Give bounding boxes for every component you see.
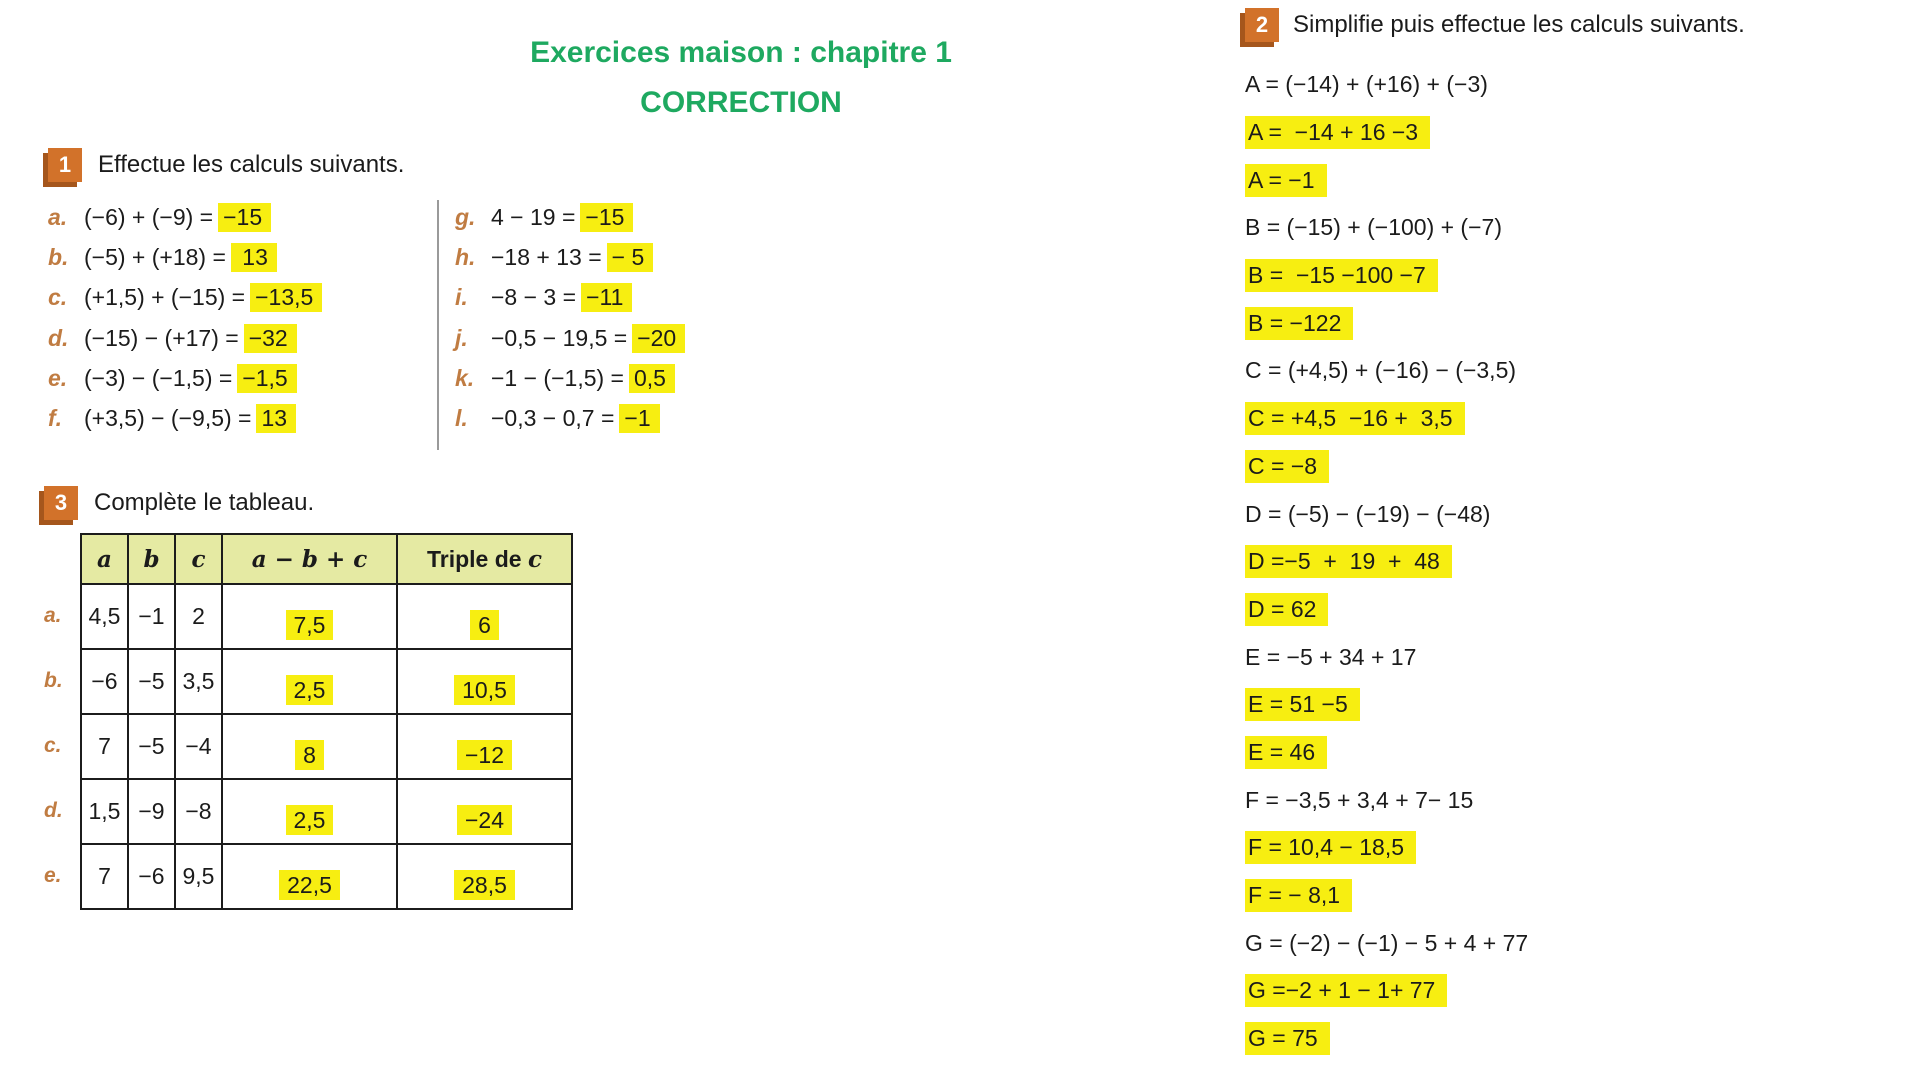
exercise2-prompt: Simplifie puis effectue les calculs suivants.: [1293, 11, 1745, 38]
table-value-cell: −8: [175, 779, 222, 844]
calculation-line: [1245, 967, 1528, 1015]
item-expression: (−3) − (−1,5) =: [84, 364, 233, 391]
calculation-text: D = (−5) − (−19) − (−48): [1245, 500, 1491, 527]
table-header-cell: b: [128, 534, 175, 584]
exercise1-left-column: [48, 197, 322, 439]
table-value-cell: 9,5: [175, 844, 222, 909]
exercise3-table: [80, 533, 573, 910]
table-value-cell: 4,5: [81, 584, 128, 649]
item-answer-highlighted: −11: [581, 283, 632, 312]
calculation-line: [1245, 443, 1528, 491]
calculation-line: [1245, 490, 1528, 538]
calculation-item: [455, 278, 685, 318]
table-answer-cell: [397, 584, 572, 649]
calculation-item: [455, 318, 685, 358]
table-header-cell: a: [81, 534, 128, 584]
calculation-text: G = (−2) − (−1) − 5 + 4 + 77: [1245, 929, 1529, 956]
table-row-letter-label: e.: [44, 863, 62, 887]
calculation-line: [1245, 156, 1528, 204]
title-line-2: CORRECTION: [640, 86, 842, 119]
calculation-line: [1245, 872, 1528, 920]
calculation-text: B = −15 −100 −7: [1245, 259, 1438, 292]
item-letter-label: c.: [48, 284, 68, 311]
item-answer-highlighted: 0,5: [629, 364, 675, 393]
calculation-line: [1245, 1015, 1528, 1063]
calculation-item: [48, 237, 322, 277]
item-expression: 4 − 19 =: [491, 203, 576, 230]
calculation-text: A = −1: [1245, 164, 1327, 197]
calculation-line: [1245, 633, 1528, 681]
item-expression: (+1,5) + (−15) =: [84, 284, 246, 311]
item-letter-label: f.: [48, 405, 63, 432]
table-value-cell: −9: [128, 779, 175, 844]
exercise2-number-badge: 2: [1245, 8, 1279, 42]
item-letter-label: e.: [48, 364, 68, 391]
exercise1-header: [48, 148, 404, 182]
table-value-cell: −6: [81, 649, 128, 714]
calculation-text: F = −3,5 + 3,4 + 7− 15: [1245, 786, 1474, 813]
table-answer-cell: [397, 649, 572, 714]
table-answer-cell: [397, 779, 572, 844]
table-row-letter-label: d.: [44, 798, 63, 822]
table-answer-cell: [222, 649, 397, 714]
calculation-text: E = −5 + 34 + 17: [1245, 643, 1417, 670]
table-header-row: [81, 534, 572, 584]
table-row-labels: [44, 583, 63, 908]
exercise3-table-wrap: [44, 533, 573, 910]
exercise1-right-column: [455, 197, 685, 439]
item-letter-label: b.: [48, 243, 69, 270]
table-value-cell: −1: [128, 584, 175, 649]
calculation-line: [1245, 252, 1528, 300]
exercise3-prompt: Complète le tableau.: [94, 489, 315, 516]
table-answer-cell: [222, 714, 397, 779]
calculation-line: [1245, 395, 1528, 443]
table-row-letter-label: a.: [44, 603, 62, 627]
item-answer-highlighted: −1,5: [237, 364, 296, 393]
item-answer-highlighted: − 5: [607, 243, 654, 272]
calculation-line: [1245, 61, 1528, 109]
calculation-text: B = (−15) + (−100) + (−7): [1245, 214, 1502, 241]
table-row-letter-label: c.: [44, 733, 62, 757]
exercise1-number-badge: 1: [48, 148, 82, 182]
calculation-text: A = −14 + 16 −3: [1245, 116, 1430, 149]
exercise1-prompt: Effectue les calculs suivants.: [98, 151, 405, 178]
item-expression: (−6) + (−9) =: [84, 203, 214, 230]
calculation-line: [1245, 347, 1528, 395]
item-letter-label: h.: [455, 243, 476, 270]
item-letter-label: g.: [455, 203, 476, 230]
table-value-cell: −5: [128, 714, 175, 779]
table-body: [81, 584, 572, 909]
calculation-text: C = +4,5 −16 + 3,5: [1245, 402, 1465, 435]
calculation-line: [1245, 299, 1528, 347]
table-answer-cell: [397, 714, 572, 779]
table-row: [81, 779, 572, 844]
calculation-item: [48, 197, 322, 237]
calculation-text: E = 46: [1245, 736, 1327, 769]
answer-highlighted: 7,5: [286, 610, 334, 640]
item-letter-label: k.: [455, 364, 475, 391]
item-expression: −0,3 − 0,7 =: [491, 405, 615, 432]
answer-highlighted: 2,5: [286, 675, 334, 705]
table-answer-cell: [397, 844, 572, 909]
answer-highlighted: 28,5: [454, 870, 515, 900]
calculation-text: B = −122: [1245, 307, 1353, 340]
table-value-cell: −6: [128, 844, 175, 909]
calculation-item: [48, 318, 322, 358]
calculation-item: [455, 398, 685, 438]
calculation-line: [1245, 538, 1528, 586]
calculation-text: F = 10,4 − 18,5: [1245, 831, 1416, 864]
answer-highlighted: 22,5: [279, 870, 340, 900]
table-answer-cell: [222, 779, 397, 844]
calculation-text: F = − 8,1: [1245, 879, 1352, 912]
item-answer-highlighted: −15: [218, 203, 271, 232]
answer-highlighted: −24: [457, 805, 512, 835]
column-divider: [437, 200, 439, 450]
calculation-line: [1245, 776, 1528, 824]
item-letter-label: j.: [455, 324, 468, 351]
calculation-item: [455, 237, 685, 277]
answer-highlighted: 2,5: [286, 805, 334, 835]
exercise3-number-badge: 3: [44, 486, 78, 520]
item-expression: −18 + 13 =: [491, 243, 602, 270]
table-header-cell: a − b + c: [222, 534, 397, 584]
item-expression: −8 − 3 =: [491, 284, 577, 311]
item-expression: (+3,5) − (−9,5) =: [84, 405, 252, 432]
calculation-item: [48, 278, 322, 318]
answer-highlighted: 8: [295, 740, 324, 770]
item-answer-highlighted: −1: [619, 404, 659, 433]
item-answer-highlighted: −13,5: [250, 283, 322, 312]
table-value-cell: 7: [81, 714, 128, 779]
item-answer-highlighted: −20: [632, 324, 685, 353]
calculation-text: C = (+4,5) + (−16) − (−3,5): [1245, 357, 1517, 384]
item-answer-highlighted: 13: [231, 243, 277, 272]
table-header-cell: c: [175, 534, 222, 584]
calculation-line: [1245, 586, 1528, 634]
table-header-cell: Triple de c: [397, 534, 572, 584]
calculation-item: [455, 197, 685, 237]
answer-highlighted: 10,5: [454, 675, 515, 705]
exercise2-header: [1245, 8, 1745, 42]
item-expression: −1 − (−1,5) =: [491, 364, 624, 391]
calculation-text: E = 51 −5: [1245, 688, 1360, 721]
calculation-line: [1245, 919, 1528, 967]
exercise3-header: [44, 486, 314, 520]
calculation-line: [1245, 204, 1528, 252]
table-value-cell: −5: [128, 649, 175, 714]
exercise2-calculations: [1245, 61, 1528, 1062]
item-answer-highlighted: 13: [256, 404, 296, 433]
calculation-line: [1245, 109, 1528, 157]
table-row-letter-label: b.: [44, 668, 63, 692]
calculation-item: [48, 398, 322, 438]
item-expression: −0,5 − 19,5 =: [491, 324, 628, 351]
calculation-text: A = (−14) + (+16) + (−3): [1245, 71, 1488, 98]
table-value-cell: −4: [175, 714, 222, 779]
calculation-item: [48, 358, 322, 398]
calculation-text: C = −8: [1245, 450, 1329, 483]
calculation-line: [1245, 729, 1528, 777]
table-answer-cell: [222, 584, 397, 649]
item-answer-highlighted: −15: [580, 203, 633, 232]
calculation-text: G =−2 + 1 − 1+ 77: [1245, 974, 1447, 1007]
table-value-cell: 2: [175, 584, 222, 649]
table-value-cell: 1,5: [81, 779, 128, 844]
answer-highlighted: −12: [457, 740, 512, 770]
calculation-item: [455, 358, 685, 398]
title-line-1: Exercices maison : chapitre 1: [530, 36, 952, 69]
calculation-text: D =−5 + 19 + 48: [1245, 545, 1452, 578]
table-value-cell: 3,5: [175, 649, 222, 714]
answer-highlighted: 6: [470, 610, 499, 640]
table-row: [81, 844, 572, 909]
item-expression: (−5) + (+18) =: [84, 243, 226, 270]
table-answer-cell: [222, 844, 397, 909]
item-answer-highlighted: −32: [244, 324, 297, 353]
item-expression: (−15) − (+17) =: [84, 324, 239, 351]
calculation-line: [1245, 681, 1528, 729]
item-letter-label: i.: [455, 284, 468, 311]
calculation-text: D = 62: [1245, 593, 1328, 626]
table-row: [81, 584, 572, 649]
table-value-cell: 7: [81, 844, 128, 909]
calculation-line: [1245, 824, 1528, 872]
item-letter-label: a.: [48, 203, 68, 230]
item-letter-label: l.: [455, 405, 468, 432]
item-letter-label: d.: [48, 324, 69, 351]
calculation-text: G = 75: [1245, 1022, 1330, 1055]
table-row: [81, 714, 572, 779]
table-row: [81, 649, 572, 714]
